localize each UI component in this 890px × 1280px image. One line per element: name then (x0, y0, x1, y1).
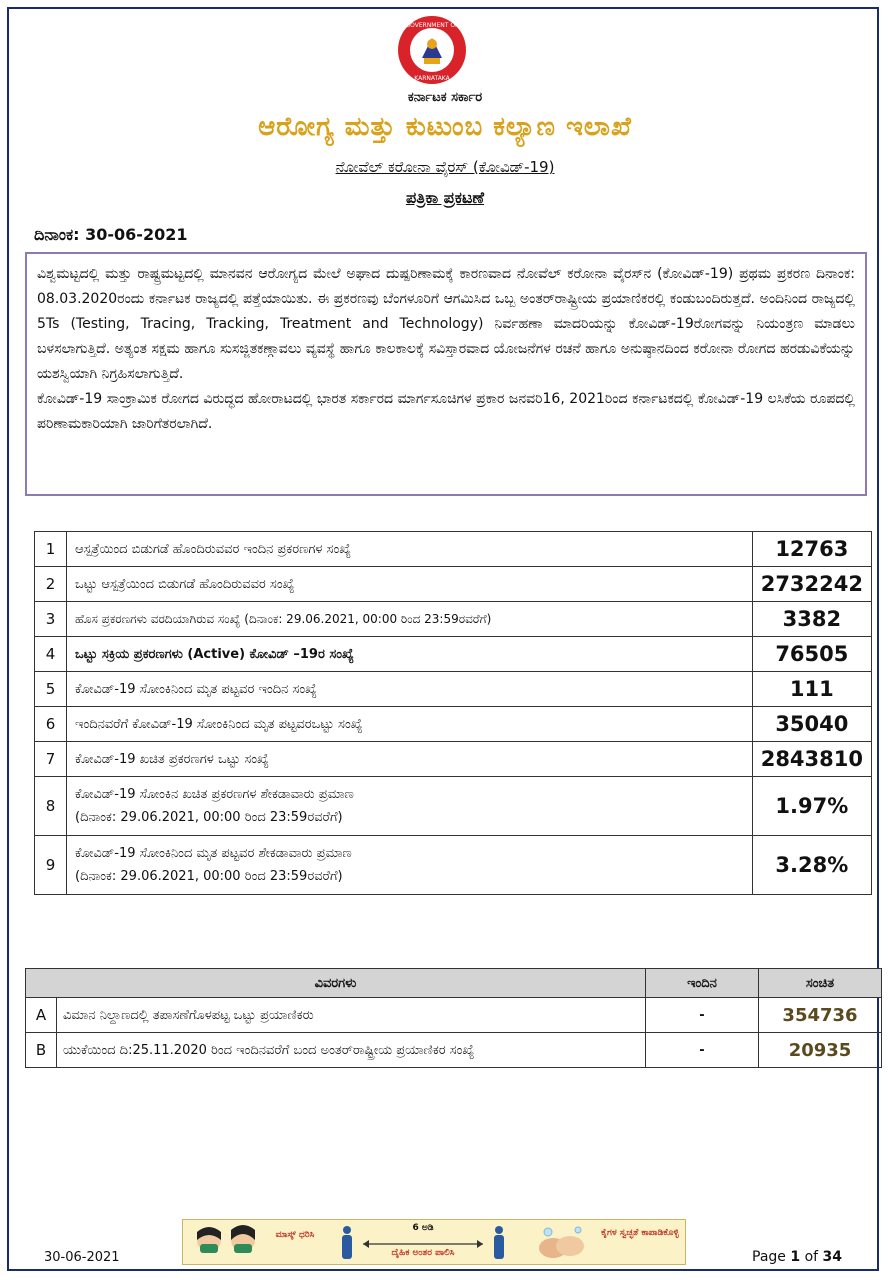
stat-value: 111 (752, 672, 871, 707)
table-row: 7 ಕೋವಿಡ್-19 ಖಚಿತ ಪ್ರಕರಣಗಳ ಒಟ್ಟು ಸಂಖ್ಯೆ 2843810 (35, 742, 872, 777)
column-header: ವಿವರಗಳು (26, 969, 646, 998)
covid-stats-table (34, 531, 872, 895)
stat-label: ಆಸ್ಪತ್ರೆಯಿಂದ ಬಿಡುಗಡೆ ಹೊಂದಿರುವವರ ಇಂದಿನ ಪ್ರಕರಣಗಳ ಸಂಖ್ಯೆ (67, 532, 753, 567)
stat-label: ಒಟ್ಟು ಆಸ್ಪತ್ರೆಯಿಂದ ಬಿಡುಗಡೆ ಹೊಂದಿರುವವರ ಸಂಖ್ಯೆ (67, 567, 753, 602)
stat-value: 3.28% (752, 836, 871, 895)
table-header-row (26, 969, 882, 998)
release-date: ದಿನಾಂಕ: 30-06-2021 (34, 225, 188, 244)
stat-value: 3382 (752, 602, 871, 637)
column-header: ಸಂಚಿತ (759, 969, 882, 998)
column-header: ಇಂದಿನ (646, 969, 759, 998)
hand-wash-icon (528, 1224, 598, 1262)
page-number: Page 1 of 34 (752, 1249, 842, 1265)
table-row: 5 ಕೋವಿಡ್-19 ಸೋಂಕಿನಿಂದ ಮೃತ ಪಟ್ಟವರ ಇಂದಿನ ಸಂಖ್ಯೆ 111 (35, 672, 872, 707)
table-row: 8 ಕೋವಿಡ್-19 ಸೋಂಕಿನ ಖಚಿತ ಪ್ರಕರಣಗಳ ಶೇಕಡಾವಾರು ಪ್ರಮಾಣ (ದಿನಾಂಕ: 29.06.2021, 00:00 ರಿಂದ 23:59ರವರೆಗೆ) 1.97% (35, 777, 872, 836)
subtitle: ನೋವೆಲ್ ಕರೋನಾ ವೈರಸ್ (ಕೋವಿಡ್-19) (335, 158, 555, 176)
intro-paragraph: ವಿಶ್ವಮಟ್ಟದಲ್ಲಿ ಮತ್ತು ರಾಷ್ಟ್ರಮಟ್ಟದಲ್ಲಿ ಮಾನವನ ಆರೋಗ್ಯದ ಮೇಲೆ ಅಘಾದ ದುಷ್ಪರಿಣಾಮಕ್ಕೆ ಕಾರಣವಾದ ನೋವೆಲ್ ಕರೋನಾ ವೈರಸ್‌ನ (ಕೋವಿಡ್-19) ಪ್ರಥಮ ಪ್ರಕರಣ ದಿನಾಂಕ: 08.03.2020ರಂದು ಕರ್ನಾಟಕ ರಾಜ್ಯದಲ್ಲಿ ಪತ್ತೆಯಾಯಿತು. ಈ ಪ್ರಕರಣವು ಬೆಂಗಳೂರಿಗೆ ಆಗಮಿಸಿದ ಒಬ್ಬ ಅಂತರ್‌ರಾಷ್ಟ್ರೀಯ ಪ್ರಯಾಣಿಕರಲ್ಲಿ ಕಂಡುಬಂದಿರುತ್ತದೆ. ಅಂದಿನಿಂದ ರಾಜ್ಯದಲ್ಲಿ 5Ts (Testing, Tracing, Tracking, Treatment and Technology) ನಿರ್ವಹಣಾ ಮಾದರಿಯನ್ನು ಕೋವಿಡ್-19ರೋಗವನ್ನು ನಿಯಂತ್ರಣ ಮಾಡಲು ಬಳಸಲಾಗುತ್ತಿದೆ. ಅತ್ಯಂತ ಸಕ್ಷಮ ಹಾಗೂ ಸುಸಜ್ಜಿತಕಣ್ಗಾವಲು ವ್ಯವಸ್ಥೆ ಹಾಗೂ ಕಾಲಕಾಲಕ್ಕೆ ಸವಿಸ್ತಾರವಾದ ಯೋಜನೆಗಳ ರಚನೆ ಹಾಗೂ ಅನುಷ್ಠಾನದಿಂದ ಕರೋನಾ ರೋಗದ ಹರಡುವಿಕೆಯನ್ನು ಯಶಸ್ವಿಯಾಗಿ ನಿಗ್ರಹಿಸಲಾಗುತ್ತಿದೆ. (37, 266, 855, 382)
footer-date: 30-06-2021 (44, 1250, 120, 1265)
intro-paragraph: ಕೋವಿಡ್-19 ಸಾಂಕ್ರಾಮಿಕ ರೋಗದ ವಿರುದ್ಧದ ಹೋರಾಟದಲ್ಲಿ ಭಾರತ ಸರ್ಕಾರದ ಮಾರ್ಗಸೂಚಿಗಳ ಪ್ರಕಾರ ಜನವರಿ16, 2021ರಿಂದ ಕರ್ನಾಟಕದಲ್ಲಿ ಕೋವಿಡ್-19 ಲಸಿಕೆಯ ರೂಪದಲ್ಲಿ ಪರಿಣಾಮಕಾರಿಯಾಗಿ ಜಾರಿಗೆತರಲಾಗಿದೆ. (37, 391, 855, 432)
distance-bottom-text: ದೈಹಿಕ ಅಂತರ ಪಾಲಿಸಿ (391, 1248, 455, 1258)
safety-banner (182, 1219, 686, 1265)
stat-value: 12763 (752, 532, 871, 567)
press-release-title: ಪತ್ರಿಕಾ ಪ್ರಕಟಣೆ (405, 188, 485, 207)
stat-value: 1.97% (752, 777, 871, 836)
intro-box (25, 252, 867, 496)
department-title: ಆರೋಗ್ಯ ಮತ್ತು ಕುಟುಂಬ ಕಲ್ಯಾಣ ಇಲಾಖೆ (258, 112, 632, 142)
stat-label: ಕೋವಿಡ್-19 ಖಚಿತ ಪ್ರಕರಣಗಳ ಒಟ್ಟು ಸಂಖ್ಯೆ (67, 742, 753, 777)
table-row: 9 ಕೋವಿಡ್-19 ಸೋಂಕಿನಿಂದ ಮೃತ ಪಟ್ಟವರ ಶೇಕಡಾವಾರು ಪ್ರಮಾಣ (ದಿನಾಂಕ: 29.06.2021, 00:00 ರಿಂದ 23:59ರವರೆಗೆ) 3.28% (35, 836, 872, 895)
stat-label: ಇಂದಿನವರೆಗೆ ಕೋವಿಡ್-19 ಸೋಂಕಿನಿಂದ ಮೃತ ಪಟ್ಟವರಒಟ್ಟು ಸಂಖ್ಯೆ (67, 707, 753, 742)
karnataka-emblem-icon (386, 14, 478, 90)
distance-top-text: 6 ಅಡಿ (412, 1223, 434, 1233)
svg-text:KARNATAKA: KARNATAKA (414, 75, 450, 82)
stat-label: ಕೋವಿಡ್-19 ಸೋಂಕಿನಿಂದ ಮೃತ ಪಟ್ಟವರ ಶೇಕಡಾವಾರು ಪ್ರಮಾಣ (ದಿನಾಂಕ: 29.06.2021, 00:00 ರಿಂದ 23:59ರವರೆಗೆ) (67, 836, 753, 895)
stat-value: 2843810 (752, 742, 871, 777)
government-name: ಕರ್ನಾಟಕ ಸರ್ಕಾರ (407, 90, 483, 105)
stat-value: 35040 (752, 707, 871, 742)
table-row: A ವಿಮಾನ ನಿಲ್ದಾಣದಲ್ಲಿ ತಪಾಸಣೆಗೊಳಪಟ್ಟ ಒಟ್ಟು ಪ್ರಯಾಣಿಕರು - 354736 (26, 998, 882, 1033)
stat-label: ಕೋವಿಡ್-19 ಸೋಂಕಿನ ಖಚಿತ ಪ್ರಕರಣಗಳ ಶೇಕಡಾವಾರು ಪ್ರಮಾಣ (ದಿನಾಂಕ: 29.06.2021, 00:00 ರಿಂದ 23:59ರವರೆಗೆ) (67, 777, 753, 836)
stat-label: ಹೊಸ ಪ್ರಕರಣಗಳು ವರದಿಯಾಗಿರುವ ಸಂಖ್ಯೆ (ದಿನಾಂಕ: 29.06.2021, 00:00 ರಿಂದ 23:59ರವರೆಗೆ) (67, 602, 753, 637)
mask-text: ಮಾಸ್ಕ್ ಧರಿಸಿ (275, 1230, 315, 1240)
table-row: 6 ಇಂದಿನವರೆಗೆ ಕೋವಿಡ್-19 ಸೋಂಕಿನಿಂದ ಮೃತ ಪಟ್ಟವರಒಟ್ಟು ಸಂಖ್ಯೆ 35040 (35, 707, 872, 742)
hand-wash-text: ಕೈಗಳ ಸ್ವಚ್ಛತೆ ಕಾಪಾಡಿಕೊಳ್ಳಿ (601, 1228, 679, 1238)
table-row: 4 ಒಟ್ಟು ಸಕ್ರಿಯ ಪ್ರಕರಣಗಳು (Active) ಕೋವಿಡ್ –19ರ ಸಂಖ್ಯೆ 76505 (35, 637, 872, 672)
stat-value: 2732242 (752, 567, 871, 602)
table-row: 2 ಒಟ್ಟು ಆಸ್ಪತ್ರೆಯಿಂದ ಬಿಡುಗಡೆ ಹೊಂದಿರುವವರ ಸಂಖ್ಯೆ 2732242 (35, 567, 872, 602)
travel-table (25, 968, 882, 1068)
mask-faces-icon (191, 1224, 269, 1262)
svg-text:GOVERNMENT OF: GOVERNMENT OF (405, 22, 459, 29)
table-row: 1 ಆಸ್ಪತ್ರೆಯಿಂದ ಬಿಡುಗಡೆ ಹೊಂದಿರುವವರ ಇಂದಿನ ಪ್ರಕರಣಗಳ ಸಂಖ್ಯೆ 12763 (35, 532, 872, 567)
stat-value: 76505 (752, 637, 871, 672)
stat-label: ಕೋವಿಡ್-19 ಸೋಂಕಿನಿಂದ ಮೃತ ಪಟ್ಟವರ ಇಂದಿನ ಸಂಖ್ಯೆ (67, 672, 753, 707)
stat-label: ಒಟ್ಟು ಸಕ್ರಿಯ ಪ್ರಕರಣಗಳು (Active) ಕೋವಿಡ್ –19ರ ಸಂಖ್ಯೆ (67, 637, 753, 672)
table-row: B ಯುಕೆಯಿಂದ ದಿ:25.11.2020 ರಿಂದ ಇಂದಿನವರೆಗೆ ಬಂದ ಅಂತರ್‌ರಾಷ್ಟ್ರೀಯ ಪ್ರಯಾಣಿಕರ ಸಂಖ್ಯೆ - 20935 (26, 1033, 882, 1068)
table-row: 3 ಹೊಸ ಪ್ರಕರಣಗಳು ವರದಿಯಾಗಿರುವ ಸಂಖ್ಯೆ (ದಿನಾಂಕ: 29.06.2021, 00:00 ರಿಂದ 23:59ರವರೆಗೆ) 3382 (35, 602, 872, 637)
